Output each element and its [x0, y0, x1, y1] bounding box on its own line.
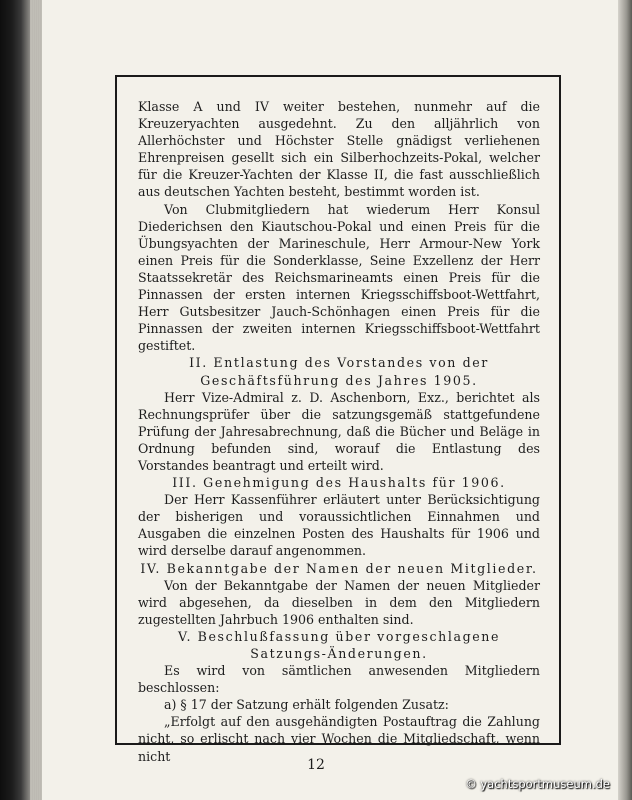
paragraph-entlastung: Herr Vize-Admiral z. D. Aschenborn, Exz., berichtet als Rechnungsprüfer über die satzungsgemäß stattgefundene Prüfung der Jahresabrechnung, daß die Bücher und Beläge in Ordnung befunden sind, worauf die Entlastung des Vorstandes beantragt und erteilt wird.: [138, 389, 540, 473]
paragraph-mitglieder: Von der Bekanntgabe der Namen der neuen Mitglieder wird abgesehen, da dieselben in dem den Mitgliedern zugestellten Jahrbuch 1906 enthalten sind.: [138, 577, 540, 627]
section-heading-ii: II. Entlastung des Vorstandes von der Geschäftsführung des Jahres 1905.: [189, 355, 489, 388]
paragraph-postauftrag: „Erfolgt auf den ausgehändigten Postauftrag die Zahlung nicht, so erlischt nach vier Wochen die Mitgliedschaft, wenn nicht: [138, 714, 540, 764]
section-heading-v: V. Beschlußfassung über vorgeschlagene Satzungs-Änderungen.: [177, 628, 501, 661]
watermark: © yachtsportmuseum.de: [465, 777, 610, 791]
section-heading-iii: III. Genehmigung des Haushalts für 1906.: [172, 475, 506, 491]
page-body: [138, 98, 540, 765]
page-number: 12: [307, 757, 325, 773]
section-heading-iv: IV. Bekanntgabe der Namen der neuen Mitglieder.: [140, 560, 538, 576]
paragraph-satzung-17: a) § 17 der Satzung erhält folgenden Zusatz:: [164, 697, 449, 713]
book-binding: [0, 0, 30, 800]
paragraph-beschluss: Es wird von sämtlichen anwesenden Mitgliedern beschlossen:: [138, 663, 540, 696]
right-page-edge: [618, 0, 632, 800]
page-stack-edge: [30, 0, 42, 800]
paragraph-klasse: Klasse A und IV weiter bestehen, nunmehr auf die Kreuzeryachten ausgedehnt. Zu den alljährlich von Allerhöchster und Höchster Stelle gnädigst verliehenen Ehrenpreisen gesellt sich ein Silberhochzeits-Pokal, welcher für die Kreuzer-Yachten der Klasse II, die fast ausschließlich aus deutschen Yachten besteht, bestimmt worden ist.: [138, 99, 540, 200]
paragraph-haushalt: Der Herr Kassenführer erläutert unter Berücksichtigung der bisherigen und voraussichtlichen Einnahmen und Ausgaben die einzelnen Posten des Haushalts für 1906 und wird derselbe darauf angenommen.: [138, 492, 540, 559]
paragraph-clubmitglieder: Von Clubmitgliedern hat wiederum Herr Konsul Diederichsen den Kiautschou-Pokal und einen Preis für die Übungsyachten der Marineschule, Herr Armour-New York einen Preis für die Sonderklasse, Seine Exzellenz der Herr Staatssekretär des Reichsmarineamts einen Preis für die Pinnassen der ersten internen Kriegsschiffsboot-Wettfahrt, Herr Gutsbesitzer Jauch-Schönhagen einen Preis für die Pinnassen der zweiten internen Kriegsschiffsboot-Wettfahrt gestiftet.: [138, 201, 540, 354]
